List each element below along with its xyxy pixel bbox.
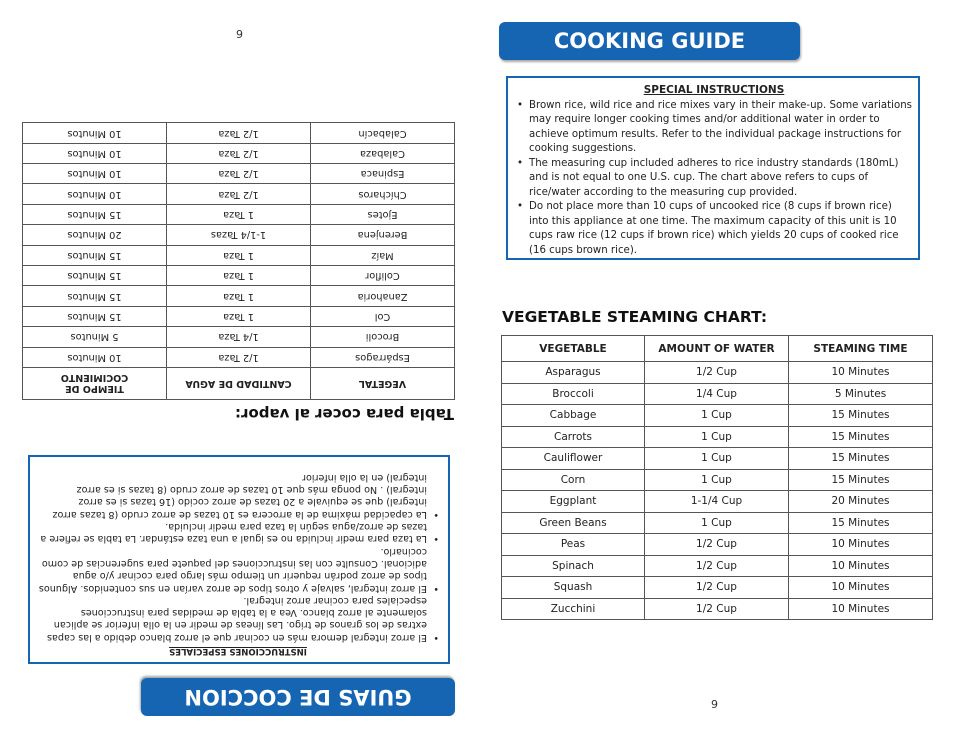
steaming-time-cell: 15 Minutes [789, 469, 933, 491]
vegetable-cell: Maíz [311, 245, 455, 265]
vegetable-cell: Spinach [502, 555, 645, 577]
table-row [502, 555, 933, 577]
steaming-time-cell: 15 Minutes [789, 405, 933, 427]
water-amount-cell: 1/2 Taza [167, 347, 311, 367]
steaming-time-cell: 5 Minutes [789, 383, 933, 405]
steaming-time-cell: 10 Minutes [789, 598, 933, 620]
table-row [23, 123, 455, 143]
header-cantidad-de-agua: CANTIDAD DE AGUA [167, 368, 311, 400]
special-instructions-box [506, 76, 920, 260]
vegetable-cell: Zucchini [502, 598, 645, 620]
header-steaming-time: STEAMING TIME [789, 336, 933, 362]
table-row [23, 164, 455, 184]
table-row [502, 448, 933, 470]
vegetable-cell: Squash [502, 577, 645, 599]
vegetable-cell: Cabbage [502, 405, 645, 427]
table-row [502, 534, 933, 556]
vegetable-cell: Espárragos [311, 347, 455, 367]
page-number-right: 9 [711, 698, 718, 711]
header-amount-of-water: AMOUNT OF WATER [645, 336, 789, 362]
vegetable-cell: Corn [502, 469, 645, 491]
water-amount-cell: 1/2 Cup [645, 598, 789, 620]
steaming-time-cell: 15 Minutes [789, 426, 933, 448]
table-row [502, 469, 933, 491]
table-row [23, 225, 455, 245]
steaming-time-cell: 15 Minutos [23, 204, 167, 224]
water-amount-cell: 1/4 Cup [645, 383, 789, 405]
banner-title-es: GUIAS DE COCCION [184, 685, 412, 709]
water-amount-cell: 1/2 Cup [645, 555, 789, 577]
steaming-time-cell: 10 Minutes [789, 555, 933, 577]
steaming-time-cell: 10 Minutos [23, 184, 167, 204]
water-amount-cell: 1/4 Taza [167, 327, 311, 347]
water-amount-cell: 1 Taza [167, 286, 311, 306]
tabla-vapor-table [22, 122, 455, 400]
instrucciones-especiales-box [28, 455, 450, 664]
steaming-time-cell: 10 Minutes [789, 577, 933, 599]
tabla-header-row [23, 368, 455, 400]
table-row [23, 143, 455, 163]
water-amount-cell: 1 Taza [167, 306, 311, 326]
instrucciones-especiales-title: INSTRUCCIONES ESPECIALES [169, 646, 307, 656]
water-amount-cell: 1/2 Taza [167, 143, 311, 163]
cooking-guide-banner [499, 22, 800, 60]
steaming-time-cell: 10 Minutos [23, 347, 167, 367]
steaming-time-cell: 10 Minutes [789, 534, 933, 556]
vegetable-cell: Brocoli [311, 327, 455, 347]
tabla-vapor-title: Tabla para cocer al vapor: [235, 405, 454, 423]
water-amount-cell: 1-1/4 Cup [645, 491, 789, 513]
vegetable-cell: Coliflor [311, 266, 455, 286]
table-row [23, 204, 455, 224]
vegetable-cell: Green Beans [502, 512, 645, 534]
water-amount-cell: 1 Taza [167, 266, 311, 286]
water-amount-cell: 1 Cup [645, 405, 789, 427]
steaming-time-cell: 15 Minutos [23, 286, 167, 306]
vegetable-cell: Chícharos [311, 184, 455, 204]
header-vegetable: VEGETABLE [502, 336, 645, 362]
guias-de-coccion-banner [141, 678, 455, 716]
vegetable-cell: Zanahoria [311, 286, 455, 306]
instruction-bullet: • Brown rice, wild rice and rice mixes vary in their make-up. Some variations may require longer cooking times and/or additional water in order to achieve optimum results. Refer to the individual package instructions for cooking suggestions. [516, 99, 912, 157]
steaming-time-cell: 15 Minutes [789, 512, 933, 534]
water-amount-cell: 1-1/4 Tazas [167, 225, 311, 245]
steaming-time-cell: 20 Minutes [789, 491, 933, 513]
table-row [23, 245, 455, 265]
steaming-time-cell: 15 Minutes [789, 448, 933, 470]
vegetable-cell: Peas [502, 534, 645, 556]
special-instructions-list [516, 99, 912, 259]
water-amount-cell: 1/2 Taza [167, 184, 311, 204]
steaming-time-cell: 5 Minutos [23, 327, 167, 347]
steaming-time-cell: 15 Minutos [23, 306, 167, 326]
table-row [502, 405, 933, 427]
water-amount-cell: 1 Cup [645, 469, 789, 491]
steaming-chart-title: VEGETABLE STEAMING CHART: [502, 308, 768, 326]
page-number-left: 6 [236, 27, 243, 40]
water-amount-cell: 1/2 Taza [167, 123, 311, 143]
water-amount-cell: 1 Cup [645, 448, 789, 470]
vegetable-cell: Eggplant [502, 491, 645, 513]
vegetable-cell: Calabaza [311, 143, 455, 163]
vegetable-cell: Carrots [502, 426, 645, 448]
instruction-bullet: • El arroz integral, salvaje y otros tipos de arroz varían en sus contenidos. Algunos tipos de arroz podrán requerir un tiempo más largo para cocinar y/o agua adicional. Consulte con las instrucciones del paquete para sugerencias de como cocinarlo. [36, 544, 440, 593]
vegetable-cell: Berenjena [311, 225, 455, 245]
banner-title: COOKING GUIDE [553, 29, 746, 53]
water-amount-cell: 1/2 Cup [645, 362, 789, 384]
instruction-bullet: • Do not place more than 10 cups of uncooked rice (8 cups if brown rice) into this appliance at one time. The maximum capacity of this unit is 10 cups raw rice (12 cups if brown rice) which yields 20 cups of cooked rice (16 cups brown rice). [516, 200, 912, 258]
table-row [23, 266, 455, 286]
table-row [502, 491, 933, 513]
header-vegetal: VEGETAL [311, 368, 455, 400]
steaming-time-cell: 10 Minutes [789, 362, 933, 384]
vegetable-cell: Asparagus [502, 362, 645, 384]
table-header-row [502, 336, 933, 362]
vegetable-cell: Ejotes [311, 204, 455, 224]
instruction-bullet: • La taza para medir incluida no es igual a una taza estándar. La tabla se refiere a tazas de arroz/agua según la taza para medir incluida. [36, 520, 440, 545]
table-row [23, 306, 455, 326]
water-amount-cell: 1 Taza [167, 245, 311, 265]
instrucciones-especiales-list [36, 471, 440, 643]
water-amount-cell: 1/2 Cup [645, 577, 789, 599]
table-row [502, 426, 933, 448]
steaming-time-cell: 15 Minutos [23, 245, 167, 265]
table-row [23, 327, 455, 347]
steaming-time-cell: 10 Minutos [23, 123, 167, 143]
table-row [502, 383, 933, 405]
table-row [23, 184, 455, 204]
table-row [23, 286, 455, 306]
table-row [502, 512, 933, 534]
header-tiempo-de-cocimiento: TIEMPO DE COCIMIENTO [23, 368, 167, 400]
special-instructions-title: SPECIAL INSTRUCTIONS [643, 84, 785, 96]
table-row [502, 598, 933, 620]
water-amount-cell: 1/2 Cup [645, 534, 789, 556]
water-amount-cell: 1 Cup [645, 426, 789, 448]
table-row [23, 347, 455, 367]
steaming-time-cell: 15 Minutos [23, 266, 167, 286]
vegetable-cell: Col [311, 306, 455, 326]
table-row [502, 362, 933, 384]
instruction-bullet: • The measuring cup included adheres to rice industry standards (180mL) and is not equal to one U.S. cup. The chart above refers to cups of rice/water according to the measuring cup provided. [516, 157, 912, 201]
instruction-bullet: • El arroz integral demora más en cocinar que el arroz blanco debido a las capas extras de los granos de trigo. Las líneas de medir en la olla inferior se aplican solamente al arroz blanco. Vea a la tabla de medidas para instrucciones especiales para cocinar arroz integral. [36, 594, 440, 643]
water-amount-cell: 1 Cup [645, 512, 789, 534]
vegetable-cell: Broccoli [502, 383, 645, 405]
steaming-time-cell: 10 Minutos [23, 143, 167, 163]
steaming-time-cell: 20 Minutos [23, 225, 167, 245]
vegetable-cell: Cauliflower [502, 448, 645, 470]
water-amount-cell: 1/2 Taza [167, 164, 311, 184]
vegetable-steaming-table [501, 335, 933, 620]
steaming-time-cell: 10 Minutos [23, 164, 167, 184]
vegetable-cell: Calabacín [311, 123, 455, 143]
table-row [502, 577, 933, 599]
vegetable-cell: Espinaca [311, 164, 455, 184]
instruction-bullet: • La capacidad máxima de la arrocera es 10 tazas de arroz crudo (8 tazas arroz integral) que se equivale a 20 tazas de arroz cocido (16 tazas si es arroz integral) . No ponga más que 10 tazas de arroz crudo (8 tazas si es arroz integral) en la olla inferior [36, 471, 440, 520]
water-amount-cell: 1 Taza [167, 204, 311, 224]
